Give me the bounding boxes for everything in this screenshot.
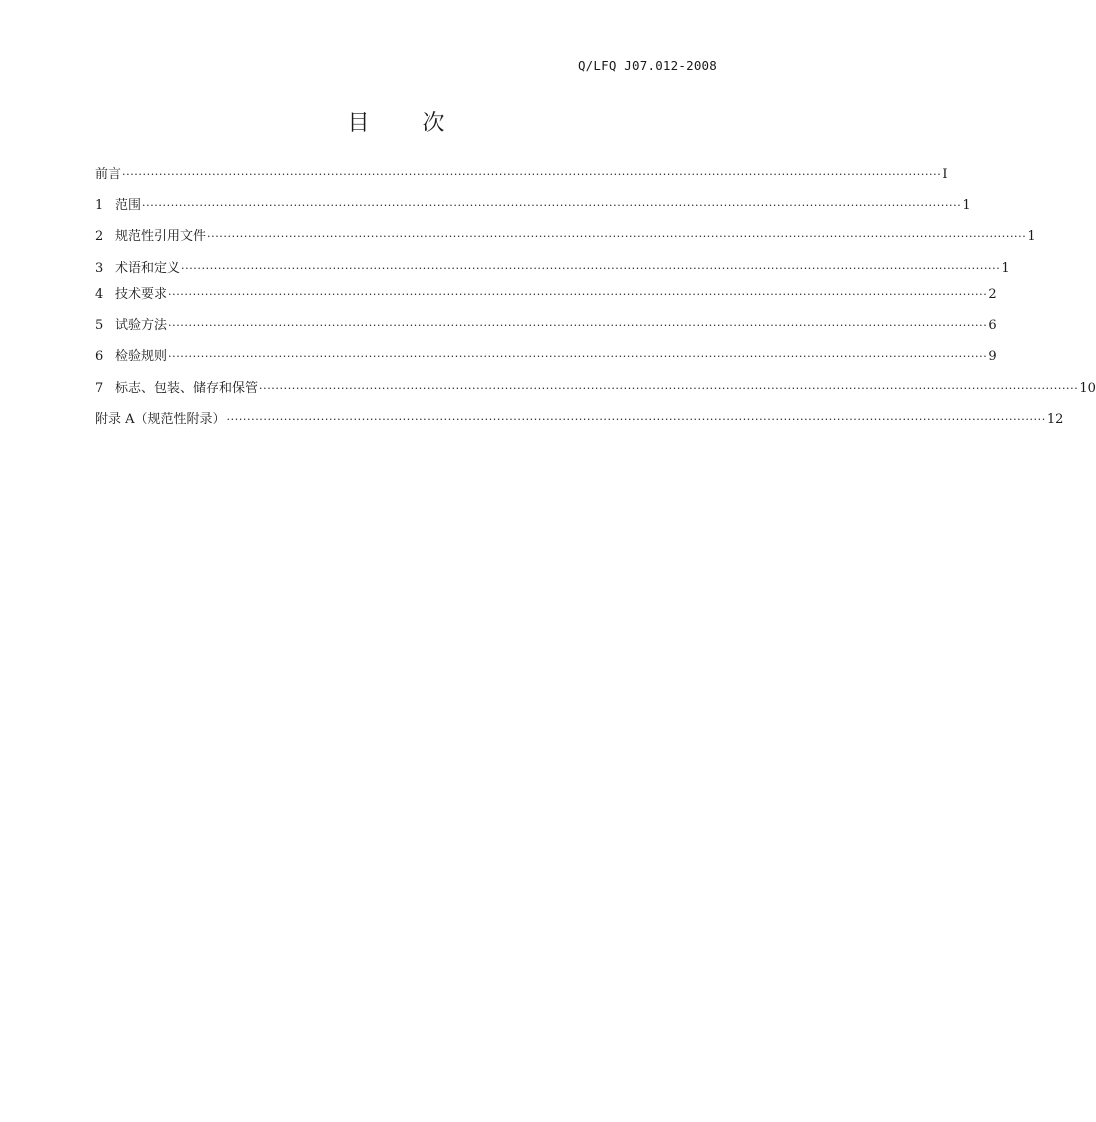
- toc-entry-label: 前言: [95, 167, 122, 182]
- toc-entry-label: 检验规则: [115, 349, 168, 364]
- toc-entry-4[interactable]: [95, 285, 997, 305]
- toc-entry-page: 1: [962, 198, 971, 213]
- toc-entry-label: 术语和定义: [115, 261, 181, 276]
- toc-dot-leader: ········································································································································································································: [181, 262, 1001, 275]
- document-code: Q/LFQ J07.012-2008: [577, 58, 717, 73]
- page-title: [0, 106, 793, 137]
- toc-entry-page: 1: [1027, 229, 1036, 244]
- toc-entry-label: 试验方法: [115, 318, 168, 333]
- toc-dot-leader: ········································································································································································································: [259, 382, 1079, 395]
- title-char-1: 目: [347, 111, 371, 136]
- toc-entry-1[interactable]: [95, 196, 971, 216]
- toc-entry-page: 2: [988, 287, 997, 302]
- toc-dot-leader: ········································································································································································································: [168, 319, 988, 332]
- toc-entry-5[interactable]: [95, 316, 997, 336]
- toc-entry-number: 5: [95, 318, 104, 333]
- toc-entry-label: 规范性引用文件: [115, 229, 207, 244]
- toc-entry-3[interactable]: [95, 259, 1010, 279]
- toc-entry-label: 附录 A（规范性附录）: [95, 412, 226, 427]
- toc-dot-leader: ········································································································································································································: [207, 230, 1027, 243]
- toc-entry-number: 1: [95, 198, 104, 213]
- toc-entry-page: 9: [988, 349, 997, 364]
- toc-entry-number: 6: [95, 349, 104, 364]
- toc-entry-page: 1: [1001, 261, 1010, 276]
- toc-dot-leader: ········································································································································································································: [168, 350, 988, 363]
- toc-entry-label: 范围: [115, 198, 142, 213]
- toc-entry-number: 7: [95, 381, 104, 396]
- toc-entry-6[interactable]: [95, 347, 997, 367]
- toc-entry-number: 2: [95, 229, 104, 244]
- toc-dot-leader: ········································································································································································································: [226, 413, 1046, 426]
- toc-dot-leader: ········································································································································································································: [142, 199, 962, 212]
- toc-dot-leader: ········································································································································································································: [168, 288, 988, 301]
- toc-entry-page: 12: [1046, 412, 1064, 427]
- toc-entry-7[interactable]: [95, 379, 1096, 399]
- toc-entry-page: 10: [1079, 381, 1096, 396]
- title-char-2: 次: [422, 111, 446, 136]
- toc-entry-label: 技术要求: [115, 287, 168, 302]
- toc-entry-page: 6: [988, 318, 997, 333]
- toc-entry-foreword[interactable]: [95, 165, 948, 185]
- toc-entry-page: I: [942, 167, 948, 182]
- toc-entry-2[interactable]: [95, 227, 1036, 247]
- toc-entry-number: 4: [95, 287, 104, 302]
- toc-entry-number: 3: [95, 261, 104, 276]
- toc-dot-leader: ········································································································································································································: [122, 168, 942, 181]
- toc-entry-annex-a[interactable]: [95, 410, 1064, 430]
- toc-entry-label: 标志、包装、储存和保管: [115, 381, 259, 396]
